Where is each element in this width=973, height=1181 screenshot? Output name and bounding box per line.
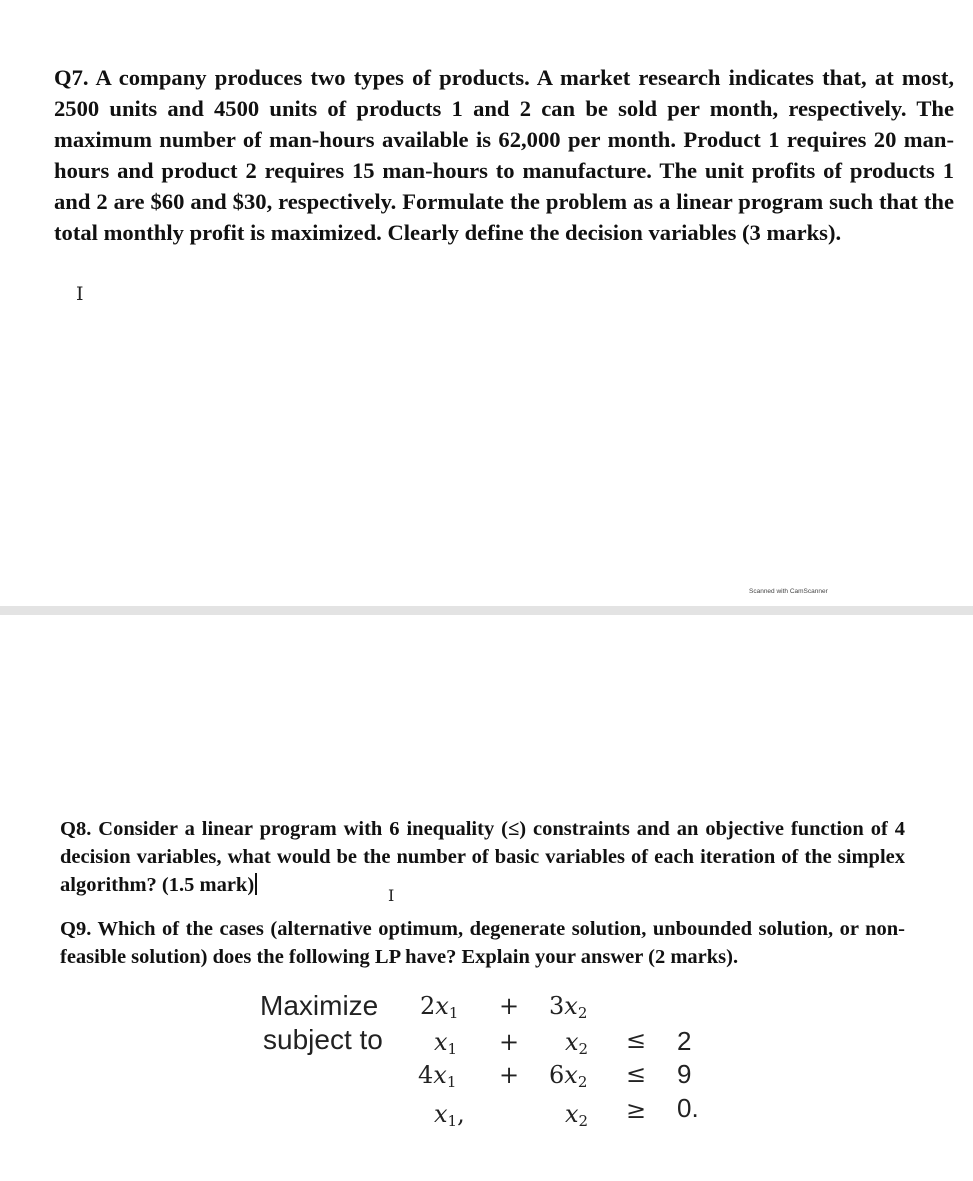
constraint-1-term-2: $x_2$ <box>565 1028 589 1058</box>
text-caret-icon <box>255 873 257 895</box>
constraint-2-plus: + <box>499 1061 520 1089</box>
nonneg-relation: ≥ <box>626 1096 647 1124</box>
constraint-2-term-1: $4x_1$ <box>418 1061 457 1091</box>
constraint-1-term-1: $x_1$ <box>434 1028 458 1058</box>
nonneg-term-1: $x_1$, <box>434 1100 465 1130</box>
constraint-2-rhs: 9 <box>677 1059 692 1089</box>
nonneg-term-2: $x_2$ <box>565 1100 589 1130</box>
text-cursor-icon: I <box>76 283 84 305</box>
maximize-label: Maximize <box>260 990 379 1021</box>
question-9: Q9. Which of the cases (alternative optimum, degenerate solution, unbounded solution, or non-feasible solution) does the following LP have? Explain your answer (2 marks). <box>60 918 905 968</box>
objective-term-2: $3x_2$ <box>549 992 588 1022</box>
constraint-1-relation: ≤ <box>626 1026 647 1054</box>
constraint-1-plus: + <box>499 1028 520 1056</box>
text-cursor-icon: I <box>388 886 395 905</box>
scanner-watermark: Scanned with CamScanner <box>749 588 828 595</box>
objective-term-1: $2x_1$ <box>420 992 459 1022</box>
question-8 <box>60 815 905 899</box>
question-8-text: Q8. Consider a linear program with 6 inequality (≤) constraints and an objective function of 4 decision variables, what would be the number of basic variables of each iteration of the simplex algorithm? (1.5 mark) <box>60 818 905 896</box>
subject-to-label: subject to <box>263 1024 383 1055</box>
objective-plus: + <box>499 992 520 1020</box>
page-divider <box>0 606 973 615</box>
question-7: Q7. A company produces two types of products. A market research indicates that, at most, 2500 units and 4500 units of products 1 and 2 can be sold per month, respectively. The maximum number of man-hours available is 62,000 per month. Product 1 requires 20 man-hours and product 2 requires 15 man-hours to manufacture. The unit profits of products 1 and 2 are $60 and $30, respectively. Formulate the problem as a linear program such that the total monthly profit is maximized. Clearly define the decision variables (3 marks). <box>54 65 954 245</box>
constraint-2-term-2: $6x_2$ <box>549 1061 588 1091</box>
constraint-1-rhs: 2 <box>677 1026 692 1056</box>
nonneg-rhs: 0. <box>677 1093 699 1123</box>
constraint-2-relation: ≤ <box>626 1060 647 1088</box>
